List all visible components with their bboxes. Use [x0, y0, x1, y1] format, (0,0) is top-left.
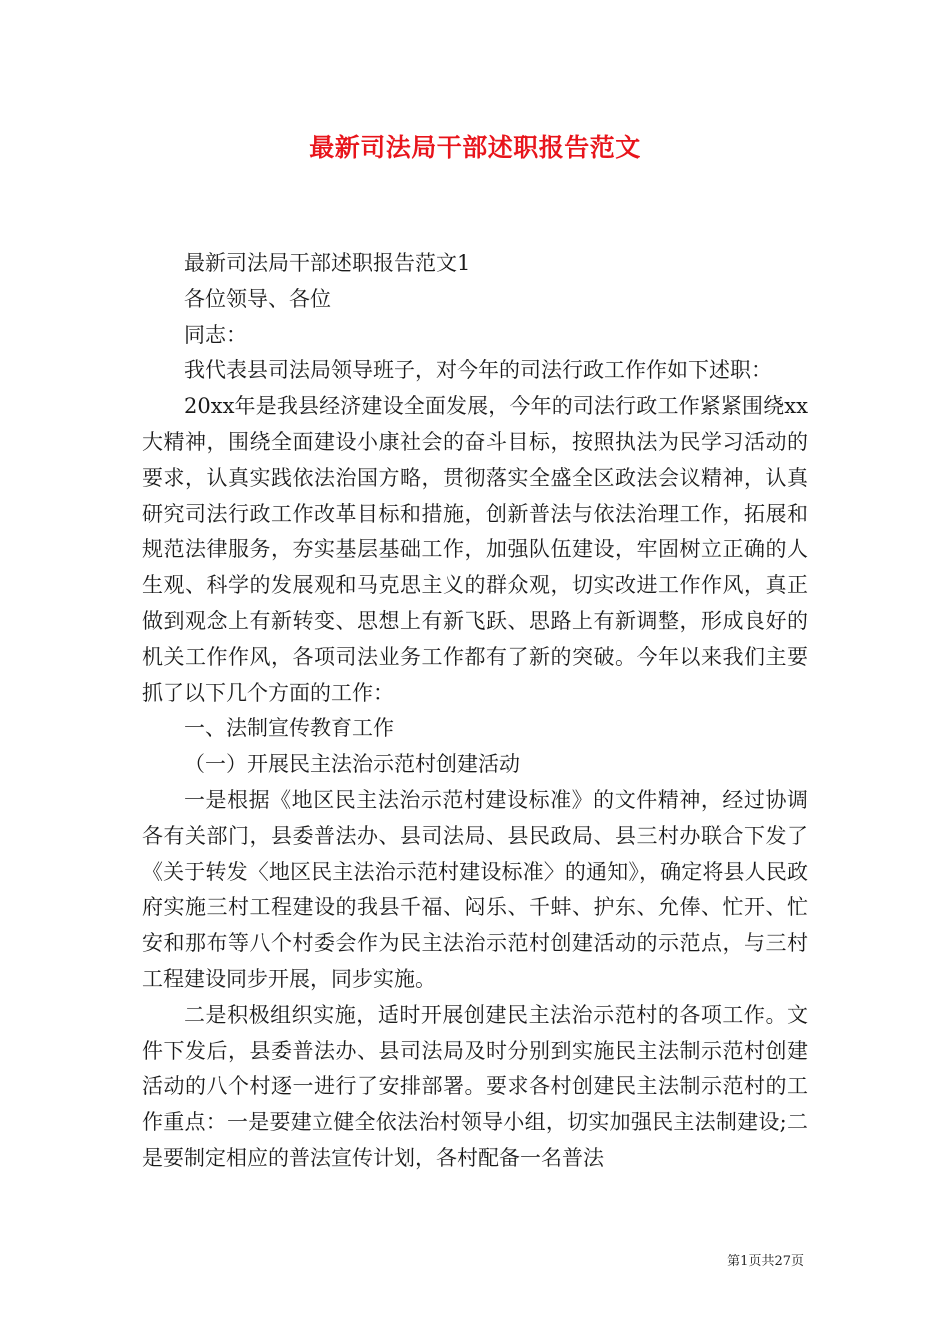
- document-body: [142, 246, 808, 1177]
- paragraph-item-1: 一是根据《地区民主法治示范村建设标准》的文件精神，经过协调各有关部门，县委普法办、县司法局、县民政局、县三村办联合下发了《关于转发〈地区民主法治示范村建设标准〉的通知》，确定将县人民政府实施三村工程建设的我县千福、闷乐、千蚌、护东、允俸、忙开、忙安和那布等八个村委会作为民主法治示范村创建活动的示范点，与三村工程建设同步开展，同步实施。: [142, 787, 808, 991]
- paragraph-heading-1: 最新司法局干部述职报告范文1: [184, 251, 471, 275]
- paragraph-salutation-cont: 同志：: [184, 322, 247, 347]
- document-title: 最新司法局干部述职报告范文: [309, 133, 641, 162]
- paragraph-item-2: 二是积极组织实施，适时开展创建民主法治示范村的各项工作。文件下发后，县委普法办、县司法局及时分别到实施民主法制示范村创建活动的八个村逐一进行了安排部署。要求各村创建民主法制示范村的工作重点：一是要建立健全依法治村领导小组，切实加强民主法制建设;二是要制定相应的普法宣传计划，各村配备一名普法: [142, 1002, 808, 1170]
- paragraph-salutation: 各位领导、各位: [184, 286, 331, 311]
- paragraph-overview: 20xx年是我县经济建设全面发展，今年的司法行政工作紧紧围绕xx大精神，围绕全面建设小康社会的奋斗目标，按照执法为民学习活动的要求，认真实践依法治国方略，贯彻落实全盛全区政法会议精神，认真研究司法行政工作改革目标和措施，创新普法与依法治理工作，拓展和规范法律服务，夯实基层基础工作，加强队伍建设，牢固树立正确的人生观、科学的发展观和马克思主义的群众观，切实改进工作作风，真正做到观念上有新转变、思想上有新飞跃、思路上有新调整，形成良好的机关工作作风，各项司法业务工作都有了新的突破。今年以来我们主要抓了以下几个方面的工作：: [142, 394, 808, 705]
- paragraph-subsection-1: （一）开展民主法治示范村创建活动: [184, 752, 520, 777]
- paragraph-intro: 我代表县司法局领导班子，对今年的司法行政工作作如下述职：: [184, 358, 772, 383]
- paragraph-section-1: 一、法制宣传教育工作: [184, 716, 394, 741]
- page-number: 第1页共27页: [727, 1254, 804, 1269]
